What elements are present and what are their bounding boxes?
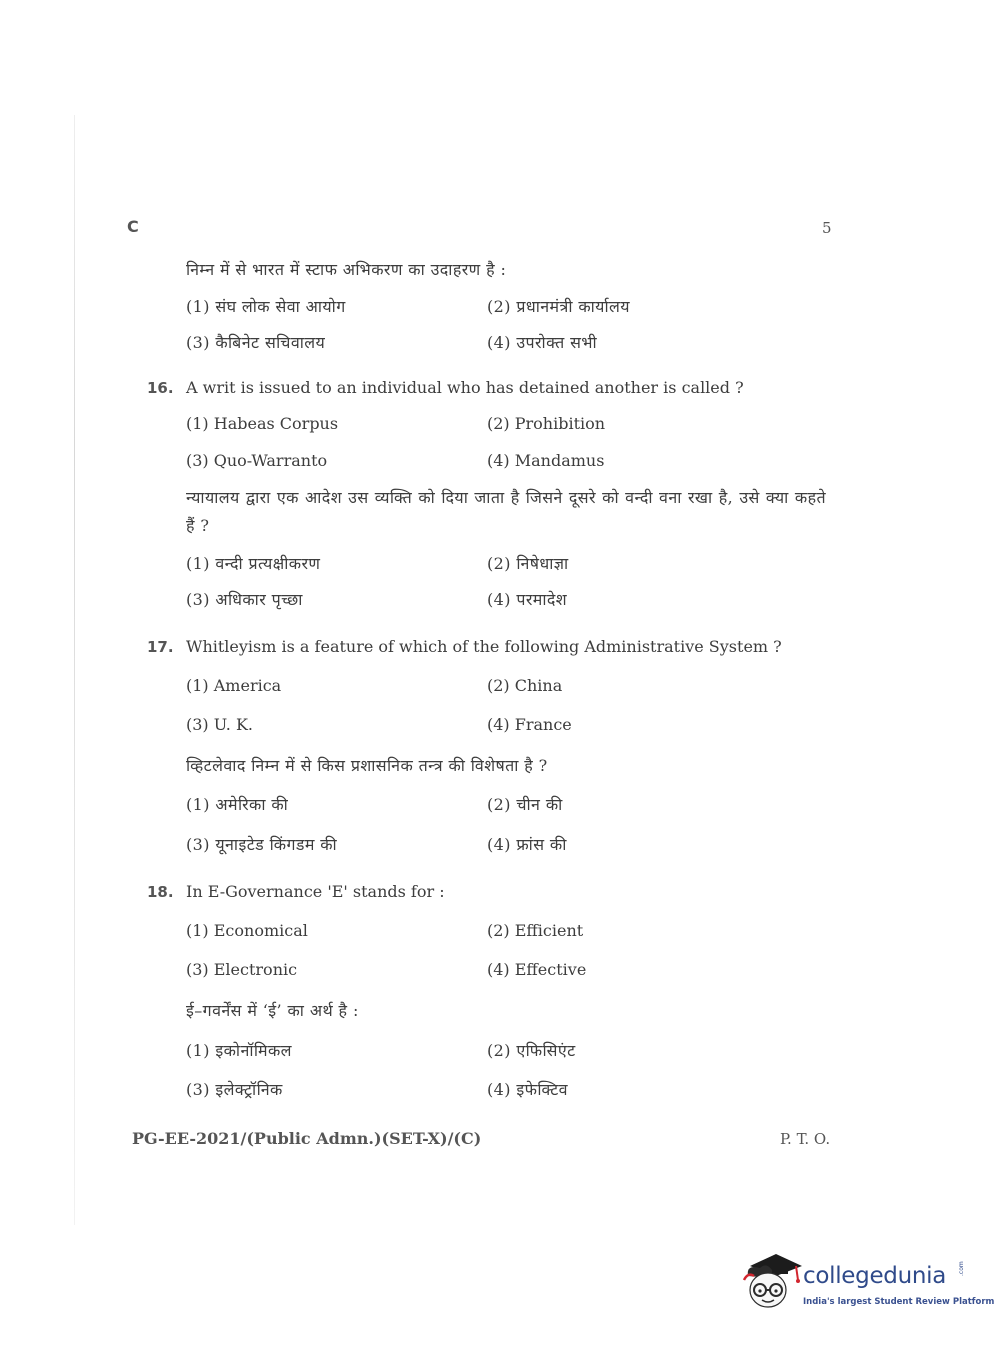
q18-option-2: (2) Efficient (487, 921, 584, 940)
q18-hindi-option-1: (1) इकोनॉमिकल (186, 1041, 292, 1060)
q16-option-2: (2) Prohibition (487, 414, 606, 433)
q16-hindi-option-4: (4) परमादेश (487, 590, 568, 609)
q15-hindi-option-1: (1) संघ लोक सेवा आयोग (186, 297, 346, 316)
q16-hindi-option-3: (3) अधिकार पृच्छा (186, 590, 303, 609)
brand-wordmark: collegedunia (803, 1263, 947, 1289)
q17-question: Whitleyism is a feature of which of the following Administrative System ? (186, 637, 782, 656)
q17-number: 17. (147, 638, 174, 656)
q16-hindi-option-2: (2) निषेधाज्ञा (487, 554, 569, 573)
q15-hindi-option-4: (4) उपरोक्त सभी (487, 333, 598, 352)
q18-hindi-question: ई–गवर्नेंस में ‘ई’ का अर्थ है : (186, 1001, 359, 1020)
q18-hindi-option-4: (4) इफेक्टिव (487, 1080, 568, 1099)
q17-hindi-question: व्हिटलेवाद निम्न में से किस प्रशासनिक तन्त्र की विशेषता है ? (186, 756, 548, 775)
q18-question: In E-Governance 'E' stands for : (186, 882, 445, 901)
brand-domain-suffix: .com (958, 1261, 965, 1276)
set-letter: C (127, 217, 139, 236)
scan-edge-line (74, 115, 75, 1225)
q17-option-2: (2) China (487, 676, 563, 695)
q16-option-3: (3) Quo-Warranto (186, 451, 328, 470)
brand-tagline: India's largest Student Review Platform (803, 1297, 995, 1307)
q17-option-3: (3) U. K. (186, 715, 253, 734)
q15-hindi-question: निम्न में से भारत में स्टाफ अभिकरण का उदाहरण है : (186, 260, 507, 279)
q16-option-1: (1) Habeas Corpus (186, 414, 339, 433)
q16-hindi-option-1: (1) वन्दी प्रत्यक्षीकरण (186, 554, 321, 573)
q17-hindi-option-2: (2) चीन की (487, 795, 563, 814)
paper-code: PG-EE-2021/(Public Admn.)(SET-X)/(C) (132, 1129, 482, 1148)
q17-hindi-option-4: (4) फ्रांस की (487, 835, 567, 854)
mascot-logo-icon (742, 1250, 804, 1312)
q16-number: 16. (147, 379, 174, 397)
q18-hindi-option-3: (3) इलेक्ट्रॉनिक (186, 1080, 283, 1099)
q18-option-1: (1) Economical (186, 921, 308, 940)
q18-option-3: (3) Electronic (186, 960, 298, 979)
q18-number: 18. (147, 883, 174, 901)
q16-question: A writ is issued to an individual who has detained another is called ? (186, 378, 744, 397)
q17-option-4: (4) France (487, 715, 572, 734)
q18-hindi-option-2: (2) एफिसिएंट (487, 1041, 576, 1060)
page-number: 5 (822, 219, 832, 237)
q17-hindi-option-3: (3) यूनाइटेड किंगडम की (186, 835, 338, 854)
q15-hindi-option-2: (2) प्रधानमंत्री कार्यालय (487, 297, 630, 316)
pto-label: P. T. O. (780, 1130, 831, 1148)
q17-hindi-option-1: (1) अमेरिका की (186, 795, 289, 814)
q18-option-4: (4) Effective (487, 960, 587, 979)
q16-option-4: (4) Mandamus (487, 451, 605, 470)
q17-option-1: (1) America (186, 676, 282, 695)
q15-hindi-option-3: (3) कैबिनेट सचिवालय (186, 333, 326, 352)
q16-hindi-question: न्यायालय द्वारा एक आदेश उस व्यक्ति को दिया जाता है जिसने दूसरे को वन्दी वना रखा है, उसे क्या कहते हैं ? (186, 488, 826, 535)
